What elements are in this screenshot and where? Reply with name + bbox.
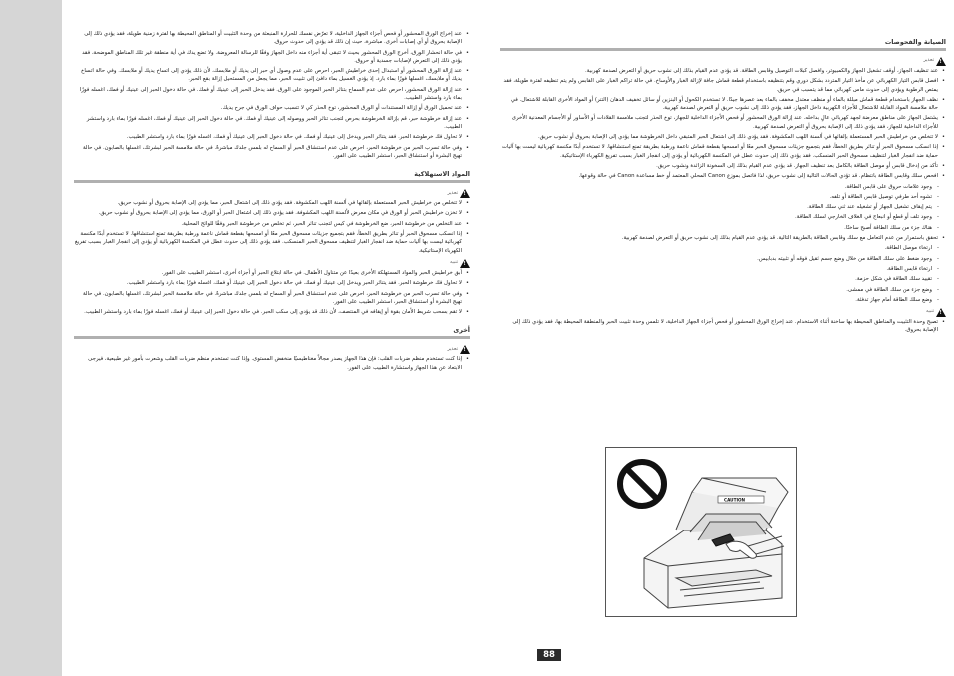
list-item: • يشتمل الجهاز على مناطق معرضة لجهد كهربائي عالٍ بداخله. عند إزالة الورق المحشور أو فحص الأجزاء الداخلية للجهاز، توخ الحذر لتجنب ملامسة القلادات أو الأساور أو الأجسام المعدنية الأخرى للأجزاء الداخلية للجهاز، فقد يؤدي ذلك إلى الإصابة بحروق أو التعرض لصدمة كهربية.	[500, 114, 938, 131]
list-item: • نظف الجهاز باستخدام قطعة قماش مبللة بالماء أو منظف معتدل مخفف بالماء بعد عصرها جيدًا. لا تستخدم الكحول أو البنزين أو سائل تخفيف الدهان (التنر) أو المواد الأخرى القابلة للاشتعال. في حالة ملامسة المواد القابلة للاشتعال للأجزاء الكهربية داخل الجهاز، فقد يؤدي ذلك إلى نشوب حريق أو التعرض لصدمة كهربية.	[500, 96, 938, 113]
list-item: - وجود علامات حروق على قابس الطاقة.	[500, 183, 932, 191]
page-number: 88	[537, 649, 561, 661]
list-item: • لا تحاول فك خرطوشة الحبر. فقد يتناثر الحبر ويدخل إلى عينيك أو فمك. في حالة دخول الحبر إلى عينيك أو فمك، اغسله فورًا بماء بارد واستشر الطبيب.	[74, 133, 462, 141]
list-item: • تحقق باستمرار من عدم التعامل مع سلك وقابس الطاقة بالطريقة التالية. قد يؤدي عدم القيام بذلك إلى نشوب حريق أو التعرض لصدمة كهربية.	[500, 234, 938, 242]
list-item: - وجود ضغط على سلك الطاقة من خلال وضع جسم ثقيل فوقه أو تثبيته بدبابيس.	[500, 255, 932, 263]
consumables-warning-list	[74, 199, 470, 255]
list-item: • عند إزالة الورق المحشور، احرص على عدم السماح بتناثر الحبر الموجود على الورق. فقد يدخل الحبر إلى عينيك أو فمك. في حالة دخول الحبر إلى عينيك أو فمك، اغسله فورًا بماء بارد واستشر الطبيب.	[74, 86, 462, 103]
list-item: • تأكد من إدخال قابس أو موصل الطاقة بالكامل بعد تنظيف الجهاز. قد يؤدي عدم القيام بذلك إلى السخونة الزائدة ونشوب حريق.	[500, 162, 938, 170]
section-heading-other: أخرى	[453, 326, 470, 335]
list-item: • عند تنظيف الجهاز، أوقف تشغيل الجهاز والكمبيوتر، وافصل كبلات التوصيل وقابس الطاقة. قد يؤدي عدم القيام بذلك إلى نشوب حريق أو التعرض لصدمة كهربية.	[500, 67, 938, 75]
section-divider	[500, 48, 946, 51]
section-heading-maintenance: الصيانة والفحوصات	[884, 38, 946, 46]
warning-label: تحذير	[447, 346, 458, 352]
caution-label-row	[74, 259, 470, 268]
right-column	[500, 38, 946, 337]
warning-label-row	[500, 57, 946, 66]
list-item: • أبق خراطيش الحبر والمواد المستهلكة الأخرى بعيدًا عن متناول الأطفال. في حالة ابتلاع الحبر أو أجزاء أخرى، استشر الطبيب على الفور.	[74, 269, 462, 277]
list-item: - وضع سلك الطاقة أمام جهاز تدفئة.	[500, 296, 932, 304]
list-item: • افحص سلك وقابس الطاقة بانتظام. قد تؤدي الحالات التالية إلى نشوب حريق، لذا فاتصل بموزع Canon المحلي المعتمد أو خط مساعدة Canon في حالة وقوعها.	[500, 172, 938, 180]
list-item: • لا تحاول فك خرطوشة الحبر. فقد يتناثر الحبر ويدخل إلى عينيك أو فمك. في حالة دخول الحبر إلى عينيك أو فمك، اغسله فورًا بماء بارد واستشر الطبيب.	[74, 279, 462, 287]
list-item: • في حالة انحشار الورق، أخرج الورق المحشور بحيث لا تتبقى أية أجزاء منه داخل الجهاز وفقًا للرسالة المعروضة. ولا تضع يدك في أية منطقة غير تلك المناطق الموضحة، فقد يؤدي ذلك إلى التعرض لإصابات جسدية أو حروق.	[74, 49, 462, 66]
warning-icon	[936, 57, 946, 66]
printer-illustration	[605, 447, 797, 617]
list-item: - هناك جزء من سلك الطاقة أصبح ساخنًا.	[500, 224, 932, 232]
section-divider	[74, 336, 470, 339]
list-item: • افصل قابس التيار الكهربائي عن مأخذ التيار المتردد بشكل دوري وقم بتنظيفه باستخدام قطعة قماش جافة لإزالة الغبار والأوساخ. في حالة تراكم الغبار على القابس ولم يتم تنظيفه لفترة طويلة، فقد يمتص الرطوبة ويؤدي إلى حدوث ماس كهربائي مما قد يتسبب في حريق.	[500, 77, 938, 94]
caution-label-row	[500, 308, 946, 317]
left-column	[74, 30, 470, 374]
power-cord-handling-list	[500, 244, 946, 304]
list-item: - يتم إيقاف تشغيل الجهاز أو تشغيله عند ثني سلك الطاقة.	[500, 203, 932, 211]
warning-label-row	[74, 345, 470, 354]
list-item: - تقييد سلك الطاقة في شكل حزمة.	[500, 275, 932, 283]
warning-icon	[460, 345, 470, 354]
list-item: - ارتخاء قابس الطاقة.	[500, 265, 932, 273]
list-item: - وضع جزء من سلك الطاقة في ممشى.	[500, 286, 932, 294]
warning-icon	[460, 189, 470, 198]
maintenance-warning-list	[500, 67, 946, 181]
prohibition-icon	[620, 462, 664, 506]
list-item: • لا تتخلص من خراطيش الحبر المستعملة بإلقائها في ألسنة اللهب المكشوفة. فقد يؤدي ذلك إلى اشتعال الحبر، مما يؤدي إلى الإصابة بحروق أو نشوب حريق.	[74, 199, 462, 207]
caution-label: تنبيه	[450, 260, 458, 266]
list-item: • لا تتخلص من خراطيش الحبر المستعملة بإلقائها في ألسنة اللهب المكشوفة. فقد يؤدي ذلك إلى اشتعال الحبر المتبقي داخل الخرطوشة مما يؤدي إلى الإصابة بحروق أو نشوب حريق.	[500, 133, 938, 141]
list-item: • وفي حالة تسرب الحبر من خرطوشة الحبر، احرص على عدم استنشاق الحبر أو السماح له بلمس جلدك مباشرةً. في حالة ملامسة الحبر لبشرتك، اغسلها بالصابون. في حالة تهيج البشرة أو استنشاق الحبر، استشر الطبيب على الفور.	[74, 144, 462, 161]
list-item: - ارتخاء موصل الطاقة.	[500, 244, 932, 252]
caution-icon	[936, 308, 946, 317]
caution-sticker-text: CAUTION	[724, 497, 746, 503]
list-item: • إذا انسكب مسحوق الحبر أو تناثر بطريق الخطأ، فقم بتجميع جزيئات مسحوق الحبر معًا أو امسحها بقطعة قماش ناعمة ورطبة بطريقة تمنع استنشاقها. لا تستخدم أبدًا مكنسة كهربائية ليست بها آليات حماية ضد انفجار الغبار لتنظيف مسحوق الحبر المنسكب. فقد يؤدي ذلك إلى حدوث عطل في المكنسة الكهربائية أو يؤدي إلى انفجار الغبار بسبب تفريغ الكهرباء الإستاتيكية.	[74, 230, 462, 255]
other-warning-list	[74, 355, 470, 372]
warning-label: تحذير	[923, 58, 934, 64]
consumables-caution-list	[74, 269, 470, 316]
list-item: • عند إزالة خرطوشة حبر، قم بإزالة الخرطوشة بحرص لتجنب تناثر الحبر ووصوله إلى عينيك أو فمك. في حالة دخول الحبر إلى عينيك أو فمك، اغسله فورًا بماء بارد واستشر الطبيب.	[74, 115, 462, 132]
caution-label: تنبيه	[926, 309, 934, 315]
power-cord-conditions-list	[500, 183, 946, 232]
list-item: • تصبح وحدة التثبيت والمناطق المحيطة بها ساخنة أثناء الاستخدام. عند إخراج الورق المحشور أو فحص أجزاء الجهاز الداخلية، لا تلمس وحدة تثبيت الحبر والمنطقة المحيطة بها، فقد يؤدي ذلك إلى الإصابة بحروق.	[500, 318, 938, 335]
warning-label: تحذير	[447, 190, 458, 196]
top-bullet-list	[74, 30, 470, 160]
list-item: • عند التخلص من خرطوشة الحبر، ضع الخرطوشة في كيس لتجنب تناثر الحبر، ثم تخلص من خرطوشة الحبر وفقًا للوائح المحلية.	[74, 220, 462, 228]
manual-page	[62, 0, 954, 676]
section-heading-consumables: المواد الاستهلاكية	[414, 170, 470, 179]
section-divider	[74, 180, 470, 183]
list-item: • إذا انسكب مسحوق الحبر أو تناثر بطريق الخطأ، فقم بتجميع جزيئات مسحوق الحبر معًا أو امسحها بقطعة قماش ناعمة ورطبة بطريقة تمنع استنشاقها. لا تستخدم أبدًا مكنسة كهربائية ليست بها آليات حماية ضد انفجار الغبار لتنظيف مسحوق الحبر المنسكب. فقد يؤدي ذلك إلى حدوث عطل في المكنسة الكهربائية أو يؤدي إلى انفجار الغبار بسبب تفريغ الكهرباء الإستاتيكية.	[500, 143, 938, 160]
list-item: • لا تقم بسحب شريط الأمان بقوة أو إيقافه في المنتصف، لأن ذلك قد يؤدي إلى سكب الحبر. في حالة دخول الحبر إلى عينيك أو فمك، اغسله فورًا بماء بارد واستشر الطبيب.	[74, 308, 462, 316]
list-item: • عند إزالة الورق المحشور أو استبدال إحدى خراطيش الحبر، احرص على عدم وصول أي حبر إلى يديك أو ملابسك، لأن ذلك يؤدي إلى اتساخ يديك أو ملابسك. وفي حالة اتساخ يديك أو ملابسك، اغسلها فورًا بماء بارد. إذ يؤدي الغسيل بماء دافئ إلى تثبيت الحبر، مما يجعل من المستحيل إزالة بقع الحبر.	[74, 67, 462, 84]
caution-icon	[460, 259, 470, 268]
warning-label-row	[74, 189, 470, 198]
list-item: • وفي حالة تسرب الحبر من خرطوشة الحبر، احرص على عدم استنشاق الحبر أو السماح له بلمس جلدك مباشرةً. في حالة ملامسة الحبر لبشرتك، اغسلها بالصابون. في حالة تهيج البشرة أو استنشاق الحبر، استشر الطبيب على الفور.	[74, 290, 462, 307]
list-item: • إذا كنت تستخدم منظم ضربات القلب: فإن هذا الجهاز يصدر مجالاً مغناطيسيًا منخفض المستوى. وإذا كنت تستخدم منظم ضربات القلب وشعرت بأمور غير طبيعية، فيرجى الابتعاد عن هذا الجهاز واستشارة الطبيب على الفور.	[74, 355, 462, 372]
check-list	[500, 234, 946, 242]
printer-drawing	[606, 448, 796, 616]
list-item: • عند تحميل الورق أو إزالة المستندات أو الورق المحشور، توخ الحذر كي لا تتسبب حواف الورق في جرح يديك.	[74, 104, 462, 112]
list-item: • عند إخراج الورق المحشور أو فحص أجزاء الجهاز الداخلية، لا تعرّض نفسك للحرارة المنبعثة من وحدة التثبيت أو المناطق المحيطة بها لفترة زمنية طويلة، فقد يؤدي ذلك إلى الإصابة بحروق أو أي إصابات أخرى. مباشرة، حيث إن ذلك قد يؤدي إلى حدوث حروق.	[74, 30, 462, 47]
maintenance-caution-list	[500, 318, 946, 335]
list-item: - تشوه أحد طرفي توصيل قابس الطاقة أو تلفه.	[500, 193, 932, 201]
list-item: - وجود تلف أو قطع أو انبعاج في الغلاف الخارجي لسلك الطاقة.	[500, 213, 932, 221]
list-item: • لا تخزن خراطيش الحبر أو الورق في مكان معرض لألسنة اللهب المكشوفة. فقد يؤدي ذلك إلى اشتعال الحبر أو الورق، مما يؤدي إلى الإصابة بحروق أو نشوب حريق.	[74, 209, 462, 217]
